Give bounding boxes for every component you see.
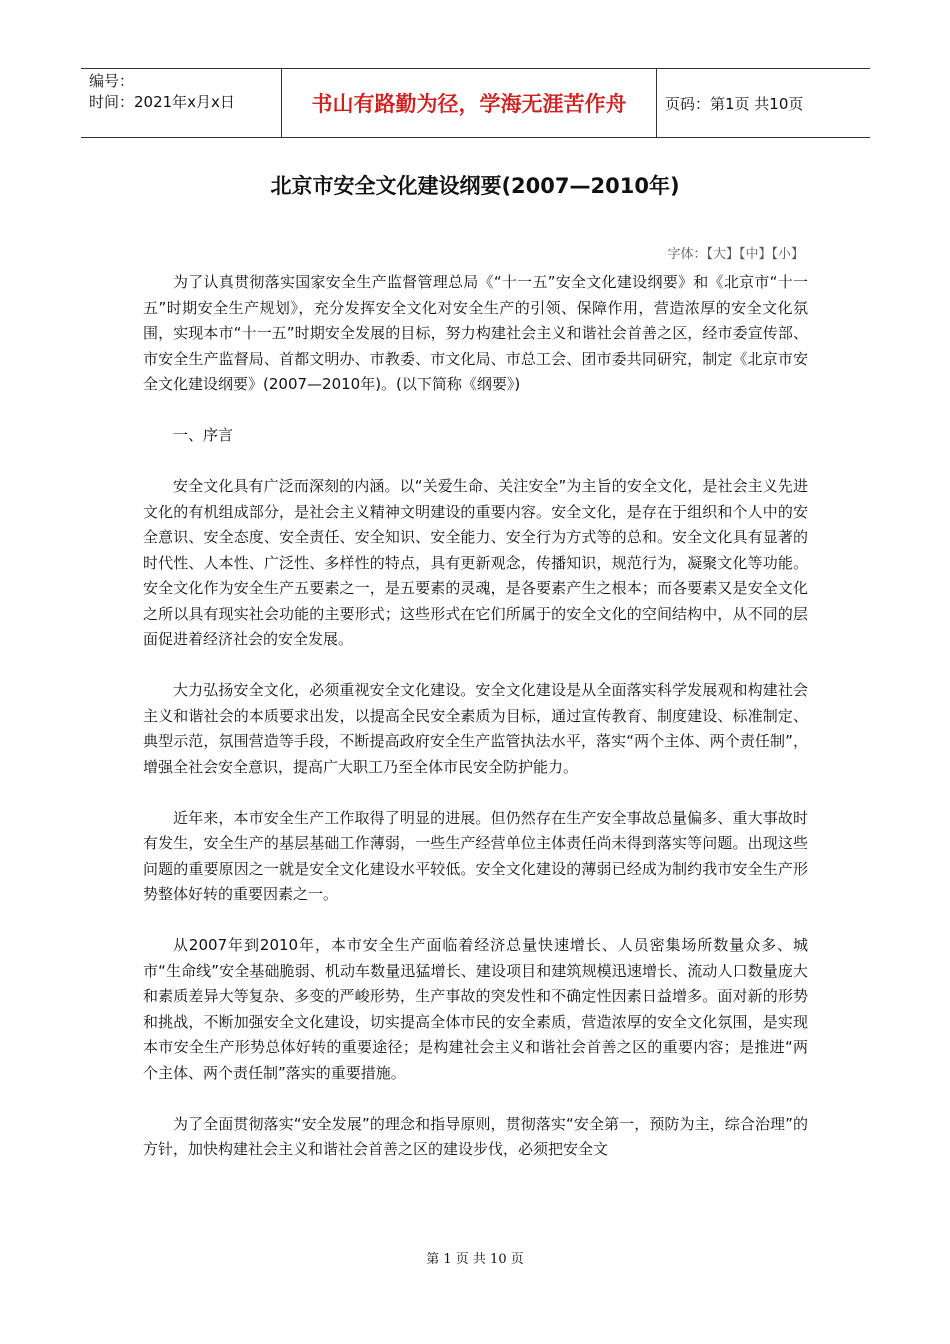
page-footer: 第 1 页 共 10 页 <box>426 1252 524 1267</box>
paragraph: 从2007年到2010年，本市安全生产面临着经济总量快速增长、人员密集场所数量众多、城市“生命线”安全基础脆弱、机动车数量迅猛增长、建设项目和建筑规模迅速增长、流动人口数量庞大和素质差异大等复杂、多变的严峻形势，生产事故的突发性和不确定性因素日益增多。面对新的形势和挑战，不断加强安全文化建设，切实提高全体市民的安全素质，营造浓厚的安全文化氛围，是实现本市安全生产形势总体好转的重要途径；是构建社会主义和谐社会首善之区的重要内容；是推进“两个主体、两个责任制”落实的重要措施。 <box>143 936 808 1082</box>
document-number-label: 编号： <box>89 72 135 90</box>
paragraph: 为了认真贯彻落实国家安全生产监督管理总局《“十一五”安全文化建设纲要》和《北京市“十一五”时期安全生产规划》，充分发挥安全文化对安全生产的引领、保障作用，营造浓厚的安全文化氛围，实现本市“十一五”时期安全发展的目标，努力构建社会主义和谐社会首善之区，经市委宣传部、市安全生产监督局、首都文明办、市教委、市文化局、市总工会、团市委共同研究，制定《北京市安全文化建设纲要》(2007—2010年)。(以下简称《纲要》) <box>143 273 808 393</box>
font-size-control[interactable]: 字体：【大】【中】【小】 <box>667 247 804 262</box>
document-title: 北京市安全文化建设纲要(2007—2010年) <box>270 174 680 198</box>
document-body <box>143 270 808 1188</box>
section-heading: 一、序言 <box>173 426 234 444</box>
paragraph: 近年来，本市安全生产工作取得了明显的进展。但仍然存在生产安全事故总量偏多、重大事故时有发生，安全生产的基层基础工作薄弱，一些生产经营单位主体责任尚未得到落实等问题。出现这些问题的重要原因之一就是安全文化建设水平较低。安全文化建设的薄弱已经成为制约我市安全生产形势整体好转的重要因素之一。 <box>143 808 808 903</box>
document-date-label: 时间：2021年x月x日 <box>89 93 235 111</box>
header-meta-cell <box>81 69 282 137</box>
header-motto: 书山有路勤为径，学海无涯苦作舟 <box>282 69 657 137</box>
header-page-info: 页码：第1页 共10页 <box>665 94 804 113</box>
paragraph: 大力弘扬安全文化，必须重视安全文化建设。安全文化建设是从全面落实科学发展观和构建社会主义和谐社会的本质要求出发，以提高全民安全素质为目标，通过宣传教育、制度建设、标准制定、典型示范，氛围营造等手段，不断提高政府安全生产监管执法水平，落实“两个主体、两个责任制”，增强全社会安全意识，提高广大职工乃至全体市民安全防护能力。 <box>143 681 808 776</box>
paragraph: 安全文化具有广泛而深刻的内涵。以“关爱生命、关注安全”为主旨的安全文化，是社会主义先进文化的有机组成部分，是社会主义精神文明建设的重要内容。安全文化，是存在于组织和个人中的安全意识、安全态度、安全责任、安全知识、安全能力、安全行为方式等的总和。安全文化具有显著的时代性、人本性、广泛性、多样性的特点，具有更新观念，传播知识，规范行为，凝聚文化等功能。安全文化作为安全生产五要素之一，是五要素的灵魂，是各要素产生之根本；而各要素又是安全文化之所以具有现实社会功能的主要形式；这些形式在它们所属于的安全文化的空间结构中，从不同的层面促进着经济社会的安全发展。 <box>143 477 808 648</box>
document-header <box>81 68 870 138</box>
paragraph: 为了全面贯彻落实“安全发展”的理念和指导原则，贯彻落实“安全第一，预防为主，综合治理”的方针，加快构建社会主义和谐社会首善之区的建设步伐，必须把安全文 <box>143 1114 808 1158</box>
